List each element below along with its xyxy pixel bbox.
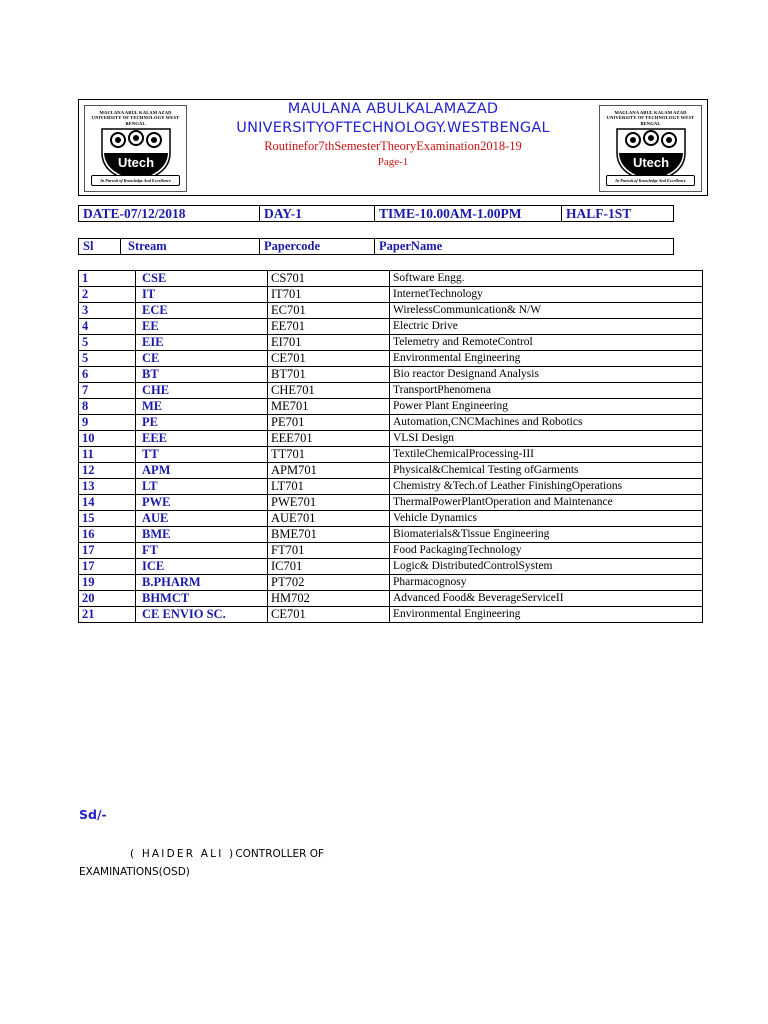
cell-stream: FT bbox=[136, 543, 268, 559]
cell-papername: TextileChemicalProcessing-III bbox=[390, 447, 703, 463]
cell-papername: Software Engg. bbox=[390, 271, 703, 287]
table-row bbox=[79, 303, 703, 319]
university-logo-right bbox=[599, 105, 702, 192]
routine-subtitle: Routinefor7thSemesterTheoryExamination2018-19 bbox=[264, 139, 522, 153]
logo-motto: In Pursuit of Knowledge And Excellence bbox=[606, 175, 695, 186]
cell-stream: BHMCT bbox=[136, 591, 268, 607]
cell-papername: Automation,CNCMachines and Robotics bbox=[390, 415, 703, 431]
cell-stream: B.PHARM bbox=[136, 575, 268, 591]
table-row bbox=[79, 495, 703, 511]
table-row bbox=[79, 383, 703, 399]
cell-papercode: FT701 bbox=[268, 543, 390, 559]
cell-papername: TransportPhenomena bbox=[390, 383, 703, 399]
cell-papername: ThermalPowerPlantOperation and Maintenance bbox=[390, 495, 703, 511]
cell-papercode: EC701 bbox=[268, 303, 390, 319]
table-row bbox=[79, 543, 703, 559]
logo-text: MAULANA ABUL KALAM AZAD UNIVERSITY OF TECHNOLOGY WEST BENGAL bbox=[91, 110, 180, 126]
table-row bbox=[79, 527, 703, 543]
cell-papername: VLSI Design bbox=[390, 431, 703, 447]
cell-sl: 9 bbox=[79, 415, 136, 431]
cell-stream: EIE bbox=[136, 335, 268, 351]
column-header-bar bbox=[78, 238, 674, 255]
cell-papername: Pharmacognosy bbox=[390, 575, 703, 591]
cell-sl: 3 bbox=[79, 303, 136, 319]
cell-sl: 7 bbox=[79, 383, 136, 399]
cell-stream: EEE bbox=[136, 431, 268, 447]
cell-papername: Telemetry and RemoteControl bbox=[390, 335, 703, 351]
cell-stream: PE bbox=[136, 415, 268, 431]
cell-papercode: PWE701 bbox=[268, 495, 390, 511]
cell-sl: 2 bbox=[79, 287, 136, 303]
cell-papercode: BME701 bbox=[268, 527, 390, 543]
page-number: Page-1 bbox=[377, 156, 409, 168]
table-row bbox=[79, 367, 703, 383]
cell-stream: ICE bbox=[136, 559, 268, 575]
signatory-title-part1: CONTROLLER OF bbox=[235, 848, 325, 860]
cell-papername: Electric Drive bbox=[390, 319, 703, 335]
university-name-line1: MAULANA ABULKALAMAZAD bbox=[287, 101, 499, 117]
cell-stream: AUE bbox=[136, 511, 268, 527]
cell-stream: BT bbox=[136, 367, 268, 383]
table-row bbox=[79, 287, 703, 303]
cell-sl: 17 bbox=[79, 543, 136, 559]
cell-sl: 5 bbox=[79, 351, 136, 367]
cell-sl: 19 bbox=[79, 575, 136, 591]
exam-date: DATE-07/12/2018 bbox=[79, 206, 260, 221]
logo-name: Utech bbox=[632, 155, 669, 171]
cell-sl: 5 bbox=[79, 335, 136, 351]
cell-papername: Advanced Food& BeverageServiceII bbox=[390, 591, 703, 607]
cell-stream: CHE bbox=[136, 383, 268, 399]
cell-papercode: APM701 bbox=[268, 463, 390, 479]
cell-stream: EE bbox=[136, 319, 268, 335]
cell-sl: 10 bbox=[79, 431, 136, 447]
table-row bbox=[79, 447, 703, 463]
cell-papercode: CS701 bbox=[268, 271, 390, 287]
table-row bbox=[79, 559, 703, 575]
cell-papername: Food PackagingTechnology bbox=[390, 543, 703, 559]
exam-time: TIME-10.00AM-1.00PM bbox=[375, 206, 562, 221]
cell-papercode: EI701 bbox=[268, 335, 390, 351]
table-row bbox=[79, 575, 703, 591]
column-header-papername: PaperName bbox=[379, 239, 443, 253]
cell-papername: Environmental Engineering bbox=[390, 351, 703, 367]
logo-motto: In Pursuit of Knowledge And Excellence bbox=[91, 175, 180, 186]
cell-sl: 12 bbox=[79, 463, 136, 479]
cell-papername: Vehicle Dynamics bbox=[390, 511, 703, 527]
logo-name: Utech bbox=[117, 155, 154, 171]
exam-day: DAY-1 bbox=[260, 206, 375, 221]
cell-sl: 4 bbox=[79, 319, 136, 335]
cell-papercode: LT701 bbox=[268, 479, 390, 495]
cell-papercode: CE701 bbox=[268, 351, 390, 367]
table-row bbox=[79, 271, 703, 287]
cell-papername: WirelessCommunication& N/W bbox=[390, 303, 703, 319]
cell-sl: 13 bbox=[79, 479, 136, 495]
university-logo-left bbox=[84, 105, 187, 192]
cell-papername: Environmental Engineering bbox=[390, 607, 703, 623]
cell-papercode: IT701 bbox=[268, 287, 390, 303]
cell-papercode: EEE701 bbox=[268, 431, 390, 447]
table-row bbox=[79, 399, 703, 415]
table-row bbox=[79, 607, 703, 623]
cell-sl: 15 bbox=[79, 511, 136, 527]
cell-stream: CSE bbox=[136, 271, 268, 287]
cell-papercode: CE701 bbox=[268, 607, 390, 623]
signed-mark: Sd/- bbox=[79, 807, 107, 822]
cell-stream: BME bbox=[136, 527, 268, 543]
cell-stream: APM bbox=[136, 463, 268, 479]
cell-papername: Logic& DistributedControlSystem bbox=[390, 559, 703, 575]
cell-papercode: EE701 bbox=[268, 319, 390, 335]
cell-sl: 17 bbox=[79, 559, 136, 575]
cell-stream: CE ENVIO SC. bbox=[136, 607, 268, 623]
cell-papercode: HM702 bbox=[268, 591, 390, 607]
cell-sl: 11 bbox=[79, 447, 136, 463]
cell-papercode: BT701 bbox=[268, 367, 390, 383]
cell-papername: Biomaterials&Tissue Engineering bbox=[390, 527, 703, 543]
cell-papername: Physical&Chemical Testing ofGarments bbox=[390, 463, 703, 479]
cell-stream: CE bbox=[136, 351, 268, 367]
logo-text: MAULANA ABUL KALAM AZAD UNIVERSITY OF TECHNOLOGY WEST BENGAL bbox=[606, 110, 695, 126]
cell-sl: 20 bbox=[79, 591, 136, 607]
column-header-papercode: Papercode bbox=[260, 239, 375, 254]
cell-stream: PWE bbox=[136, 495, 268, 511]
table-row bbox=[79, 335, 703, 351]
cell-papername: Power Plant Engineering bbox=[390, 399, 703, 415]
cell-stream: IT bbox=[136, 287, 268, 303]
document-header bbox=[78, 99, 708, 196]
table-row bbox=[79, 479, 703, 495]
cell-papercode: AUE701 bbox=[268, 511, 390, 527]
table-row bbox=[79, 319, 703, 335]
exam-half: HALF-1ST bbox=[566, 206, 632, 221]
cell-papercode: PT702 bbox=[268, 575, 390, 591]
routine-table-body bbox=[79, 271, 703, 623]
cell-papername: InternetTechnology bbox=[390, 287, 703, 303]
university-name-line2: UNIVERSITYOFTECHNOLOGY.WESTBENGAL bbox=[236, 120, 550, 136]
cell-stream: ME bbox=[136, 399, 268, 415]
cell-stream: TT bbox=[136, 447, 268, 463]
cell-sl: 1 bbox=[79, 271, 136, 287]
table-row bbox=[79, 351, 703, 367]
cell-sl: 14 bbox=[79, 495, 136, 511]
cell-papercode: PE701 bbox=[268, 415, 390, 431]
table-row bbox=[79, 431, 703, 447]
cell-papername: Chemistry &Tech.of Leather FinishingOperations bbox=[390, 479, 703, 495]
column-header-sl: Sl bbox=[79, 239, 121, 254]
cell-stream: ECE bbox=[136, 303, 268, 319]
cell-papercode: IC701 bbox=[268, 559, 390, 575]
cell-papercode: ME701 bbox=[268, 399, 390, 415]
cell-papercode: CHE701 bbox=[268, 383, 390, 399]
signatory-line bbox=[130, 848, 324, 860]
signatory-name: ( HAIDER ALI ) bbox=[130, 848, 236, 860]
cell-sl: 16 bbox=[79, 527, 136, 543]
table-row bbox=[79, 511, 703, 527]
cell-sl: 8 bbox=[79, 399, 136, 415]
routine-table bbox=[78, 270, 703, 623]
signatory-title-part2: EXAMINATIONS(OSD) bbox=[79, 866, 190, 878]
exam-info-bar bbox=[78, 205, 674, 222]
column-header-stream: Stream bbox=[121, 239, 260, 254]
cell-stream: LT bbox=[136, 479, 268, 495]
table-row bbox=[79, 591, 703, 607]
cell-papername: Bio reactor Designand Analysis bbox=[390, 367, 703, 383]
table-row bbox=[79, 415, 703, 431]
cell-papercode: TT701 bbox=[268, 447, 390, 463]
table-row bbox=[79, 463, 703, 479]
cell-sl: 21 bbox=[79, 607, 136, 623]
cell-sl: 6 bbox=[79, 367, 136, 383]
